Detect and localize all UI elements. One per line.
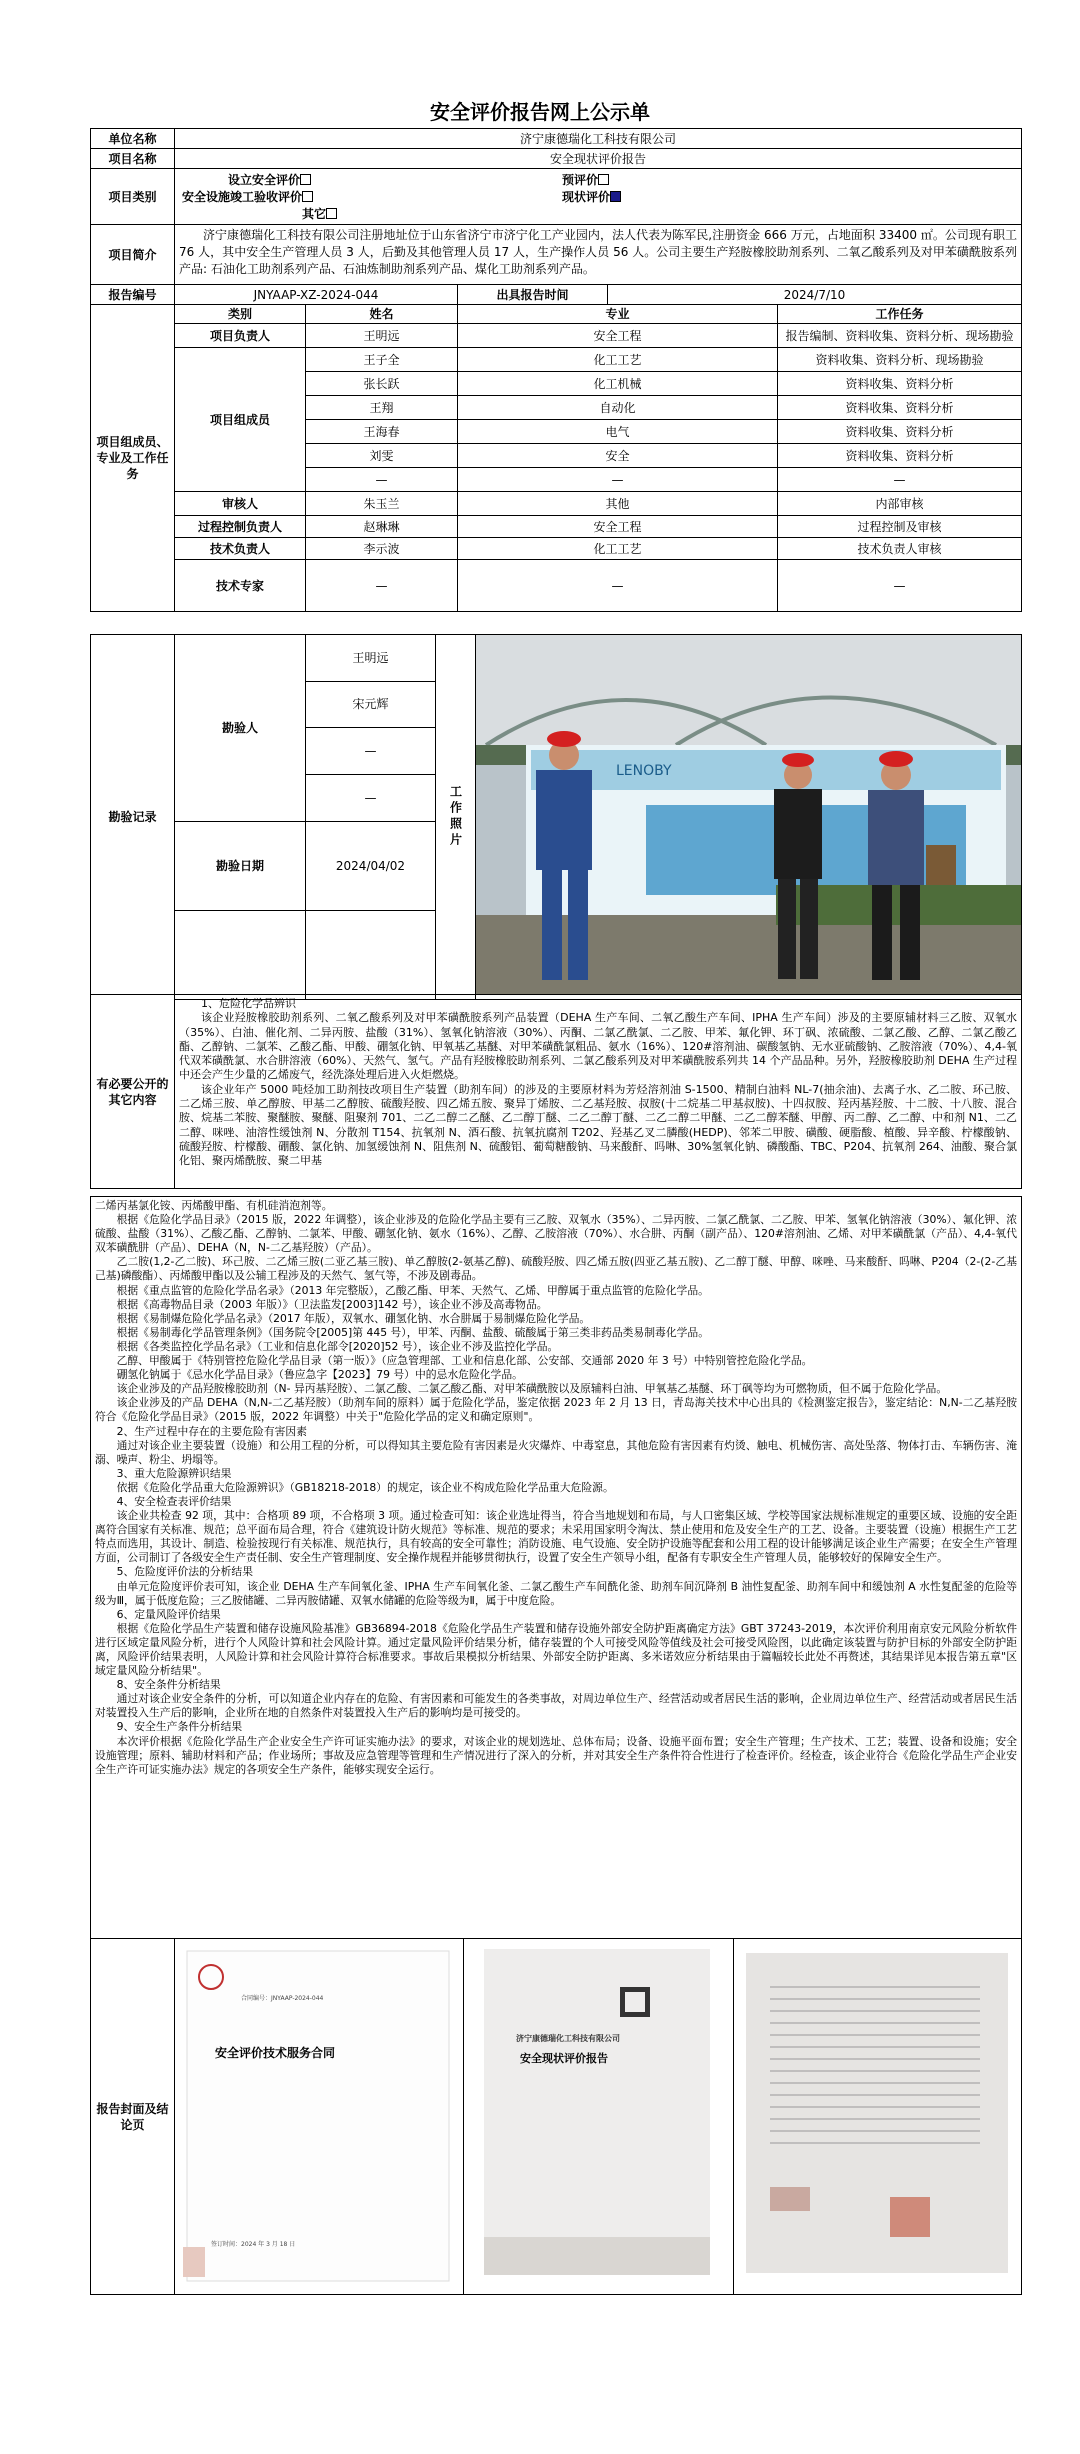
- unit-label: 单位名称: [91, 129, 175, 149]
- category-option-pre: 预评价: [562, 172, 599, 187]
- report-date-label: 出具报告时间: [458, 285, 608, 305]
- member-name: 王翔: [306, 396, 458, 420]
- reviewer-task: 内部审核: [778, 492, 1022, 516]
- checkbox-current[interactable]: [610, 191, 621, 202]
- category-option-other: 其它: [302, 206, 327, 221]
- member-task: 资料收集、资料分析: [778, 396, 1022, 420]
- tech-task: 技术负责人审核: [778, 538, 1022, 560]
- survey-person-label: 勘验人: [175, 635, 306, 822]
- other-table: [90, 994, 1022, 1189]
- covers-table: [90, 1938, 1022, 2295]
- category-option-current: 现状评价: [562, 189, 611, 204]
- checkbox-other[interactable]: [326, 208, 337, 219]
- survey-date-label: 勘验日期: [175, 821, 306, 910]
- reviewer-name: 朱玉兰: [306, 492, 458, 516]
- expert-role: 技术专家: [175, 560, 306, 612]
- tech-role: 技术负责人: [175, 538, 306, 560]
- report-no-label: 报告编号: [91, 285, 175, 305]
- cover-report: [464, 1939, 734, 2295]
- member-name: 刘雯: [306, 444, 458, 468]
- category-label: 项目类别: [91, 169, 175, 225]
- work-photo: [476, 635, 1022, 1000]
- members-header-type: 类别: [175, 305, 306, 324]
- photo-label: 工作照片: [436, 635, 476, 1000]
- intro-label: 项目简介: [91, 225, 175, 285]
- reviewer-role: 审核人: [175, 492, 306, 516]
- report-date: 2024/7/10: [608, 285, 1022, 305]
- member-major: 安全: [458, 444, 778, 468]
- other-table-continued: [90, 1196, 1022, 1939]
- checkbox-setup[interactable]: [300, 174, 311, 185]
- report-company: 济宁康德瑞化工科技有限公司: [516, 2033, 620, 2043]
- tech-name: 李示波: [306, 538, 458, 560]
- member-task: 资料收集、资料分析、现场勘验: [778, 348, 1022, 372]
- survey-person: 宋元辉: [306, 681, 436, 728]
- report-no: JNYAAP-XZ-2024-044: [175, 285, 458, 305]
- project-value: 安全现状评价报告: [175, 149, 1022, 169]
- photo-sign: LENOBY: [616, 763, 672, 779]
- expert-major: —: [458, 560, 778, 612]
- members-header-task: 工作任务: [778, 305, 1022, 324]
- process-name: 赵琳琳: [306, 516, 458, 538]
- member-name: 王海春: [306, 420, 458, 444]
- member-task: 资料收集、资料分析: [778, 420, 1022, 444]
- page-title: 安全评价报告网上公示单: [430, 100, 650, 124]
- survey-date: 2024/04/02: [306, 821, 436, 910]
- member-major: 化工工艺: [458, 348, 778, 372]
- member-major: 自动化: [458, 396, 778, 420]
- members-label: 项目组成员、专业及工作任务: [91, 305, 175, 612]
- members-header-name: 姓名: [306, 305, 458, 324]
- other-text-top: 1、危险化学品辨识 该企业羟胺橡胶助剂系列、二氧乙酸系列及对甲苯磺酰胺系列产品装置（DEHA 生产车间、二氧乙酸生产车间、IPHA 生产车间）涉及的主要原辅材料三乙胺、双氧水（35%）、白油、催化剂、二异丙胺、盐酸（31%）、氢氧化钠溶液（30%）、丙酮、二氯乙酰氯、二乙胺、甲苯、氟化钾、环丁砜、浓硫酸、二氯乙酸、乙醇、二氯乙酸乙酯、乙醇钠、二氯苯、乙酸乙酯、甲酸、硼氢化钠、甲氧基乙基醚、对甲苯磺酰氯粗品、氨水（16%）、120#溶剂油、碳酸氢钠、无水亚硫酸钠、乙胺溶液（70%）、4,4-氧代双苯磺酰氯、水合肼溶液（60%）、天然气、氢气。产品有羟胺橡胶助剂系列、二氯乙酸系列及对甲苯磺酰胺系列共 14 个产品品种。另外，羟胺橡胶助剂 DEHA 生产过程中还会产生少量的乙烯废气，经洗涤处理后进入火炬燃烧。 该企业年产 5000 吨烃加工助剂技改项目生产装置（助剂车间）的涉及的主要原材料为芳烃溶剂油 S-1500、精制白油料 NL-7(抽余油)、去离子水、乙二胺、环己胺、二乙烯三胺、单乙醇胺、甲基二乙醇胺、硫酸羟胺、四乙烯五胺、聚异丁烯胺、二乙基羟胺、叔胺(十二烷基二甲基叔胺)、十四叔胺、羟丙基羟胺、十二胺、十八胺、混合胺、烷基二苯胺、聚醚胺、聚醚、阻聚剂 701、二乙二醇二乙醚、乙二醇丁醚、二乙二醇丁醚、二乙二醇二甲醚、二乙二醇苯醚、甲醇、丙二醇、乙二醇、中和剂 N1、二乙二醇、咪唑、油溶性缓蚀剂 N、分散剂 T154、抗氧剂 N、酒石酸、抗氧抗腐剂 T202、羟基乙叉二膦酸(HEDP)、邻苯二甲胺、磺酸、硬脂酸、植酸、异辛酸、柠檬酸钠、硫酸羟胺、柠檬酸、硼酸、氯化钠、加氢缓蚀剂 N、阻焦剂 N、硫酸铝、葡萄糖酸钠、马来酸酐、吗啉、30%氢氧化钠、磷酸酯、TBC、P204、抗氧剂 264、油酸、聚合氯化铝、聚丙烯酰胺、聚二甲基: [175, 995, 1022, 1189]
- members-header-major: 专业: [458, 305, 778, 324]
- process-major: 安全工程: [458, 516, 778, 538]
- category-option-acceptance: 安全设施竣工验收评价: [182, 189, 303, 204]
- survey-person: —: [306, 774, 436, 821]
- process-task: 过程控制及审核: [778, 516, 1022, 538]
- process-role: 过程控制负责人: [175, 516, 306, 538]
- category-options: [175, 169, 1022, 225]
- leader-role: 项目负责人: [175, 324, 306, 348]
- member-name: 张长跃: [306, 372, 458, 396]
- contract-no: 合同编号：JNYAAP-2024-044: [241, 1994, 324, 2002]
- leader-name: 王明远: [306, 324, 458, 348]
- member-name-extra: —: [306, 468, 458, 492]
- contract-date: 签订时间：2024 年 3 月 18 日: [211, 2240, 296, 2248]
- member-task: 资料收集、资料分析: [778, 372, 1022, 396]
- work-photo-image: [476, 635, 1021, 995]
- cover-contract: [175, 1939, 464, 2295]
- leader-task: 报告编制、资料收集、资料分析、现场勘验: [778, 324, 1022, 348]
- member-task: 资料收集、资料分析: [778, 444, 1022, 468]
- member-major: 化工机械: [458, 372, 778, 396]
- expert-task: —: [778, 560, 1022, 612]
- unit-value: 济宁康德瑞化工科技有限公司: [175, 129, 1022, 149]
- contract-title: 安全评价技术服务合同: [215, 2045, 336, 2060]
- survey-person: 王明远: [306, 635, 436, 682]
- reviewer-major: 其他: [458, 492, 778, 516]
- tech-major: 化工工艺: [458, 538, 778, 560]
- expert-name: —: [306, 560, 458, 612]
- category-option-setup: 设立安全评价: [228, 172, 301, 187]
- report-title: 安全现状评价报告: [520, 2051, 608, 2065]
- survey-person: —: [306, 728, 436, 775]
- member-name: 王子全: [306, 348, 458, 372]
- checkbox-pre[interactable]: [598, 174, 609, 185]
- other-label: 有必要公开的其它内容: [91, 995, 175, 1189]
- project-label: 项目名称: [91, 149, 175, 169]
- survey-label: 勘验记录: [91, 635, 175, 1000]
- other-text-bottom: 二烯丙基氯化铵、丙烯酸甲酯、有机硅消泡剂等。 根据《危险化学品目录》（2015 版，2022 年调整），该企业涉及的危险化学品主要有三乙胺、双氧水（35%）、二异丙胺、二氯乙酰氯、二乙胺、甲苯、氢氧化钠溶液（30%）、氟化钾、浓硫酸、盐酸（31%）、乙酸乙酯、乙醇钠、二氯苯、甲酸、硼氢化钠、氨水（16%）、乙醇、乙胺溶液（70%）、水合肼、丙酮（副产品）、120#溶剂油、乙烯、对甲苯磺酰氯（产品）、4,4-氧代双苯磺酰肼（产品）、DEHA（N，N-二乙基羟胺）（产品）。 乙二胺(1,2-乙二胺)、环己胺、二乙烯三胺(二亚乙基三胺)、单乙醇胺(2-氨基乙醇)、硫酸羟胺、四乙烯五胺(四亚乙基五胺)、乙二醇丁醚、甲醇、咪唑、马来酸酐、吗啉、P204（2-(2-乙基己基)磷酸酯）、丙烯酸甲酯以及公辅工程涉及的天然气、氢气等，不涉及剧毒品。 根据《重点监管的危险化学品名录》（2013 年完整版），乙酸乙酯、甲苯、天然气、乙烯、甲醇属于重点监管的危险化学品。 根据《高毒物品目录（2003 年版）》（卫法监发[2003]142 号），该企业不涉及高毒物品。 根据《易制爆危险化学品名录》（2017 年版），双氧水、硼氢化钠、水合肼属于易制爆危险化学品。 根据《易制毒化学品管理条例》（国务院令[2005]第 445 号），甲苯、丙酮、盐酸、硫酸属于第三类非药品类易制毒化学品。 根据《各类监控化学品名录》（工业和信息化部令[2020]52 号），该企业不涉及监控化学品。 乙醇、甲酸属于《特别管控危险化学品目录（第一版）》（应急管理部、工业和信息化部、公安部、交通部 2020 年 3 号）中特别管控危险化学品。 硼氢化钠属于《忌水化学品目录》（鲁应急字【2023】79 号）中的忌水危险化学品。 该企业涉及的产品羟胺橡胶助剂（N- 异丙基羟胺）、二氯乙酸、二氯乙酸乙酯、对甲苯磺酰胺以及原辅料白油、甲氧基乙基醚、环丁砜等均为可燃物质，但不属于危险化学品。 该企业涉及的产品 DEHA（N,N-二乙基羟胺）（助剂车间的原料）属于危险化学品，鉴定依据 2023 年 2 月 13 日，青岛海关技术中心出具的《检测鉴定报告》，鉴定结论：N,N-二乙基羟胺符合《危险化学品目录》（2015 版，2022 年调整）中关于"危险化学品的定义和确定原则"。 2、生产过程中存在的主要危险有害因素 通过对该企业主要装置（设施）和公用工程的分析，可以得知其主要危险有害因素是火灾爆炸、中毒窒息，其他危险有害因素有灼烫、触电、机械伤害、高处坠落、物体打击、车辆伤害、淹溺、噪声、粉尘、坍塌等。 3、重大危险源辨识结果 依据《危险化学品重大危险源辨识》（GB18218-2018）的规定，该企业不构成危险化学品重大危险源。 4、安全检查表评价结果 该企业共检查 92 项，其中：合格项 89 项，不合格项 3 项。通过检查可知：该企业选址得当，符合当地规划和布局，与人口密集区域、学校等国家法规标准规定的重要区域、设施的安全距离符合国家有关标准、规范；总平面布局合理，符合《建筑设计防火规范》等标准、规范的要求；未采用国家明令淘汰、禁止使用和危及安全生产的工艺、设备。主要装置（设施）根据生产工艺特点而选用，其设计、制造、检验按现行有关标准、规范执行，具有较高的安全可靠性；消防设施、电气设施、安全防护设施等配套和公用工程的设计能够满足该企业生产需要；在安全生产管理方面，公司制订了各级安全生产责任制、安全生产管理制度、安全操作规程并能够贯彻执行，设置了安全生产领导小组，配备有专职安全生产管理人员，能够较好的保障安全生产。 5、危险度评价法的分析结果 由单元危险度评价表可知，该企业 DEHA 生产车间氧化釜、IPHA 生产车间氧化釜、二氯乙酸生产车间酰化釜、助剂车间沉降剂 B 油性复配釜、助剂车间中和缓蚀剂 A 水性复配釜的危险等级为Ⅲ，属于低度危险；三乙胺储罐、二异丙胺储罐、双氧水储罐的危险等级为Ⅱ，属于中度危险。 6、定量风险评价结果 根据《危险化学品生产装置和储存设施风险基准》GB36894-2018《危险化学品生产装置和储存设施外部安全防护距离确定方法》GBT 37243-2019，本次评价利用南京安元风险分析软件进行区域定量风险分析，进行个人风险计算和社会风险计算。通过定量风险评价结果分析，储存装置的个人可接受风险等值线及社会可接受风险图，以此确定该装置与防护目标的外部安全防护距离，风险评价结果表明，人风险计算和社会风险计算符合标准要求。事故后果模拟分析结果、外部安全防护距离、多米诺效应分析结果由于篇幅较长此处不再赘述，其结果详见本报告第五章"区域定量风险分析结果"。 8、安全条件分析结果 通过对该企业安全条件的分析，可以知道企业内存在的危险、有害因素和可能发生的各类事故，对周边单位生产、经营活动或者居民生活的影响，企业周边单位生产、经营活动或者居民生活对装置投入生产后的影响，企业所在地的自然条件对装置投入生产后的影响均是可接受的。 9、安全生产条件分析结果 本次评价根据《危险化学品生产企业安全生产许可证实施办法》的要求，对该企业的规划选址、总体布局；设备、设施平面布置；安全生产管理；生产技术、工艺；装置、设备和设施；安全设施管理；原料、辅助材料和产品；作业场所；事故及应急管理等管理和生产情况进行了深入的分析，并对其安全生产条件符合性进行了检查评价。经检查，该企业符合《危险化学品生产企业安全生产许可证实施办法》规定的各项安全生产条件，能够实现安全运行。: [91, 1197, 1022, 1939]
- checkbox-acceptance[interactable]: [302, 191, 313, 202]
- group-role: 项目组成员: [175, 348, 306, 492]
- leader-major: 安全工程: [458, 324, 778, 348]
- info-table: 单位名称 济宁康德瑞化工科技有限公司 项目名称 安全现状评价报告 项目类别 设立安全评价 预评价 安全设施竣工验收评价 现状评价 其它 项目简介 济宁康德瑞化工科技有限公司注册地址位于山东省济宁市济宁化工产业园内，法人代表为陈军民,注册资金 666 万元，占地面积 33400 ㎡。公司现有职工 76 人，其中安全生产管理人员 3 人，后勤及其他管理人员 17 人，生产操作人员 56 人。公司主要生产羟胺橡胶助剂系列、二氧乙酸系列及对甲苯磺酰胺系列产品: 石油化工助剂系列产品、石油炼制助剂系列产品、煤化工助剂系列产品。 报告编号 JNYAAP-XZ-2024-044 出具报告时间 2024/7/10 项目组成员、专业及工作任务 类别 姓名 专业 工作任务 项目负责人 王明远 安全工程 报告编制、资料收集、资料分析、现场勘验 项目组成员 王子全 化工工艺 资料收集、资料分析、现场勘验 张长跃 化工机械 资料收集、资料分析 王翔 自动化 资料收集、资料分析 王海春 电气 资料收集、资料分析 刘雯 安全 资料收集、资料分析 — — — 审核人 朱玉兰 其他 内部审核 过程控制负责人 赵琳琳 安全工程 过程控制及审核 技术负责人 李示波 化工工艺 技术负责人审核 技术专家 — — —: [90, 128, 1022, 612]
- cover-conclusion: [734, 1939, 1022, 2295]
- intro-text: 济宁康德瑞化工科技有限公司注册地址位于山东省济宁市济宁化工产业园内，法人代表为陈军民,注册资金 666 万元，占地面积 33400 ㎡。公司现有职工 76 人，其中安全生产管理人员 3 人，后勤及其他管理人员 17 人，生产操作人员 56 人。公司主要生产羟胺橡胶助剂系列、二氧乙酸系列及对甲苯磺酰胺系列产品: 石油化工助剂系列产品、石油炼制助剂系列产品、煤化工助剂系列产品。: [175, 225, 1022, 285]
- covers-label: 报告封面及结论页: [91, 1939, 175, 2295]
- member-major: 电气: [458, 420, 778, 444]
- survey-table: [90, 634, 1022, 1000]
